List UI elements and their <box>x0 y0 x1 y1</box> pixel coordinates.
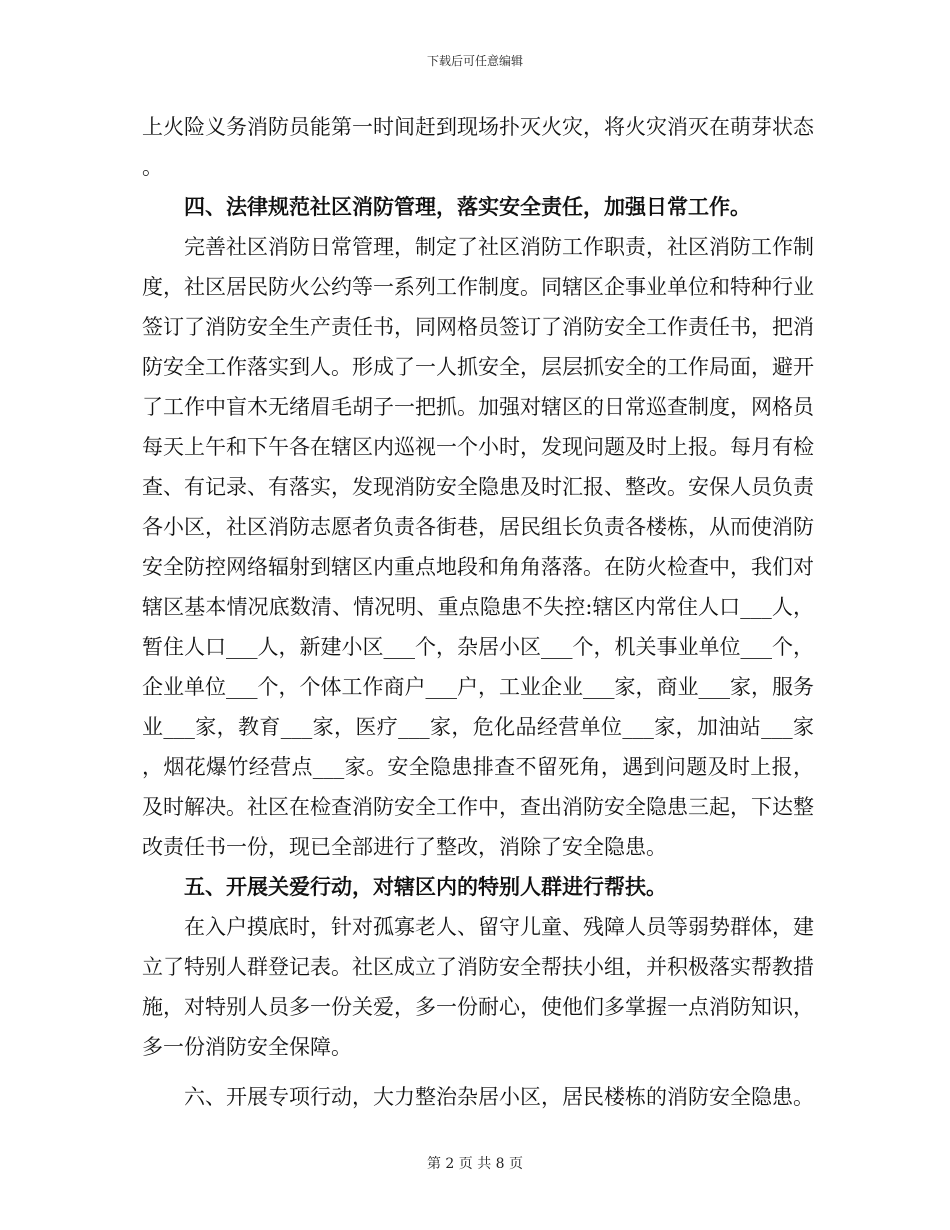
paragraph-continuation: 上火险义务消防员能第一时间赶到现场扑灭火灾，将火灾消灭在萌芽状态。 <box>142 115 814 179</box>
paragraph-section-5: 在入户摸底时，针对孤寡老人、留守儿童、残障人员等弱势群体，建立了特别人群登记表。社区成立了消防安全帮扶小组，并积极落实帮教措施，对特别人员多一份关爱，多一份耐心，使他们多掌握一点消防知识，多一份消防安全保障。 <box>142 915 814 1059</box>
section-heading-5: 五、开展关爱行动，对辖区内的特别人群进行帮扶。 <box>184 874 667 899</box>
section-heading-4: 四、法律规范社区消防管理，落实安全责任，加强日常工作。 <box>184 194 751 219</box>
document-body <box>142 107 814 1117</box>
page-header-note: 下载后可任意编辑 <box>426 54 523 68</box>
section-heading-6: 六、开展专项行动，大力整治杂居小区，居民楼栋的消防安全隐患。 <box>184 1085 814 1109</box>
page-number: 第 2 页 共 8 页 <box>426 1156 524 1172</box>
paragraph-section-4: 完善社区消防日常管理，制定了社区消防工作职责，社区消防工作制度，社区居民防火公约等一系列工作制度。同辖区企事业单位和特种行业签订了消防安全生产责任书，同网格员签订了消防安全工作责任书，把消防安全工作落实到人。形成了一人抓安全，层层抓安全的工作局面，避开了工作中盲木无绪眉毛胡子一把抓。加强对辖区的日常巡查制度，网格员每天上午和下午各在辖区内巡视一个小时，发现问题及时上报。每月有检查、有记录、有落实，发现消防安全隐患及时汇报、整改。安保人员负责各小区，社区消防志愿者负责各街巷，居民组长负责各楼栋，从而使消防安全防控网络辐射到辖区内重点地段和角角落落。在防火检查中，我们对辖区基本情况底数清、情况明、重点隐患不失控:辖区内常住人口___人，暂住人口___人，新建小区___个，杂居小区___个，机关事业单位___个，企业单位___个，个体工作商户___户，工业企业___家，商业___家，服务业___家，教育___家，医疗___家，危化品经营单位___家，加油站___家，烟花爆竹经营点___家。安全隐患排查不留死角，遇到问题及时上报，及时解决。社区在检查消防安全工作中，查出消防安全隐患三起，下达整改责任书一份，现已全部进行了整改，消除了安全隐患。 <box>142 235 814 859</box>
